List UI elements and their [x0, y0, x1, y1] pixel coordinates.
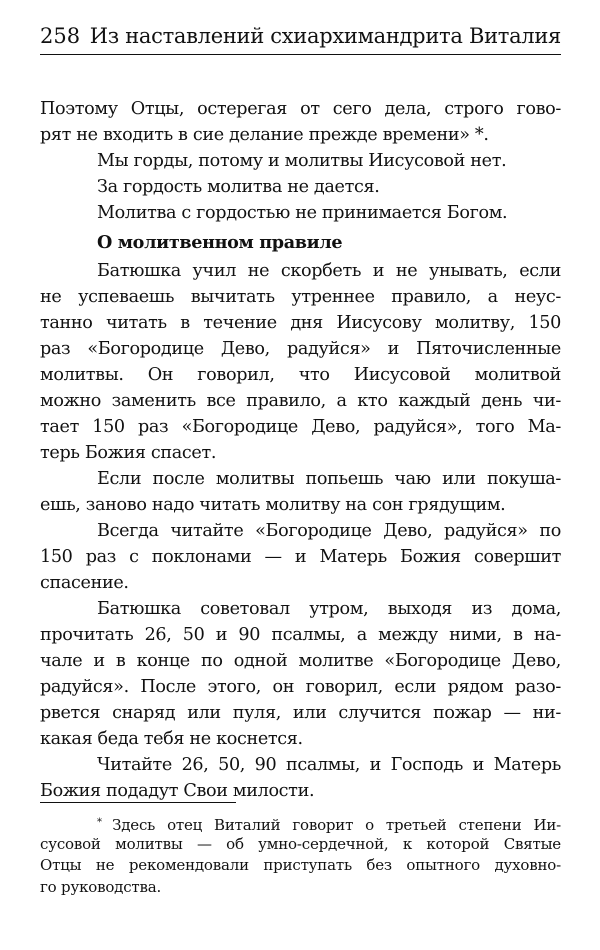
text-line: Мы горды, потому и молитвы Иисусовой нет.: [97, 151, 507, 171]
text-line: спасение.: [40, 573, 129, 593]
text-line: Поэтому Отцы, остерегая от сего дела, строго гово-: [40, 99, 561, 119]
text-line: ешь, заново надо читать молитву на сон грядущим.: [40, 495, 506, 515]
text-line: не успеваешь вычитать утреннее правило, а неус-: [40, 287, 561, 307]
footnote-line: сусовой молитвы — об умно-сердечной, к которой Святые: [40, 834, 561, 853]
footnote-line: * Здесь отец Виталий говорит о третьей степени Ии-: [97, 816, 561, 834]
section-heading: О молитвенном правиле: [97, 232, 343, 253]
footnote: [40, 812, 561, 898]
footnote-line: го руководства.: [40, 877, 162, 896]
text-line: Читайте 26, 50, 90 псалмы, и Господь и Матерь: [97, 755, 561, 775]
running-title: Из наставлений схиархимандрита Виталия: [89, 24, 561, 48]
text-line: можно заменить все правило, а кто каждый день чи-: [40, 391, 561, 411]
footnote-line: Отцы не рекомендовали приступать без опытного духовно-: [40, 856, 561, 874]
text-line: терь Божия спасет.: [40, 443, 217, 463]
footnote-lines: [40, 812, 561, 898]
text-line: Батюшка учил не скорбеть и не унывать, если: [97, 261, 561, 281]
text-line: молитвы. Он говорил, что Иисусовой молитвой: [40, 365, 561, 385]
text-line: 150 раз с поклонами — и Матерь Божия совершит: [40, 547, 561, 567]
text-line: Молитва с гордостью не принимается Богом.: [97, 203, 508, 223]
intro-paragraphs: [40, 96, 561, 226]
footnote-rule: [40, 802, 236, 803]
text-line: Батюшка советовал утром, выходя из дома,: [97, 599, 561, 619]
page-number: 258: [40, 24, 81, 48]
footnote-marker: *: [97, 817, 113, 828]
text-line: Если после молитвы попьешь чаю или покуша-: [97, 469, 561, 489]
text-line: танно читать в течение дня Иисусову молитву, 150: [40, 313, 561, 333]
text-line: рвется снаряд или пуля, или случится пожар — ни-: [40, 703, 561, 723]
text-line: тает 150 раз «Богородице Дево, радуйся», того Ма-: [40, 417, 561, 437]
text-line: За гордость молитва не дается.: [97, 177, 380, 197]
text-line: рят не входить в сие делание прежде времени» *.: [40, 125, 489, 145]
text-line: Всегда читайте «Богородице Дево, радуйся» по: [97, 521, 561, 541]
text-line: какая беда тебя не коснется.: [40, 729, 303, 749]
text-line: прочитать 26, 50 и 90 псалмы, а между ними, в на-: [40, 625, 561, 645]
text-line: Божия подадут Свои милости.: [40, 781, 315, 801]
text-line: раз «Богородице Дево, радуйся» и Пяточисленные: [40, 339, 561, 359]
text-line: чале и в конце по одной молитве «Богородице Дево,: [40, 651, 561, 671]
body-text: [40, 96, 561, 804]
text-line: радуйся». После этого, он говорил, если рядом разо-: [40, 677, 561, 697]
section-paragraphs: [40, 258, 561, 804]
running-header: [40, 24, 561, 55]
